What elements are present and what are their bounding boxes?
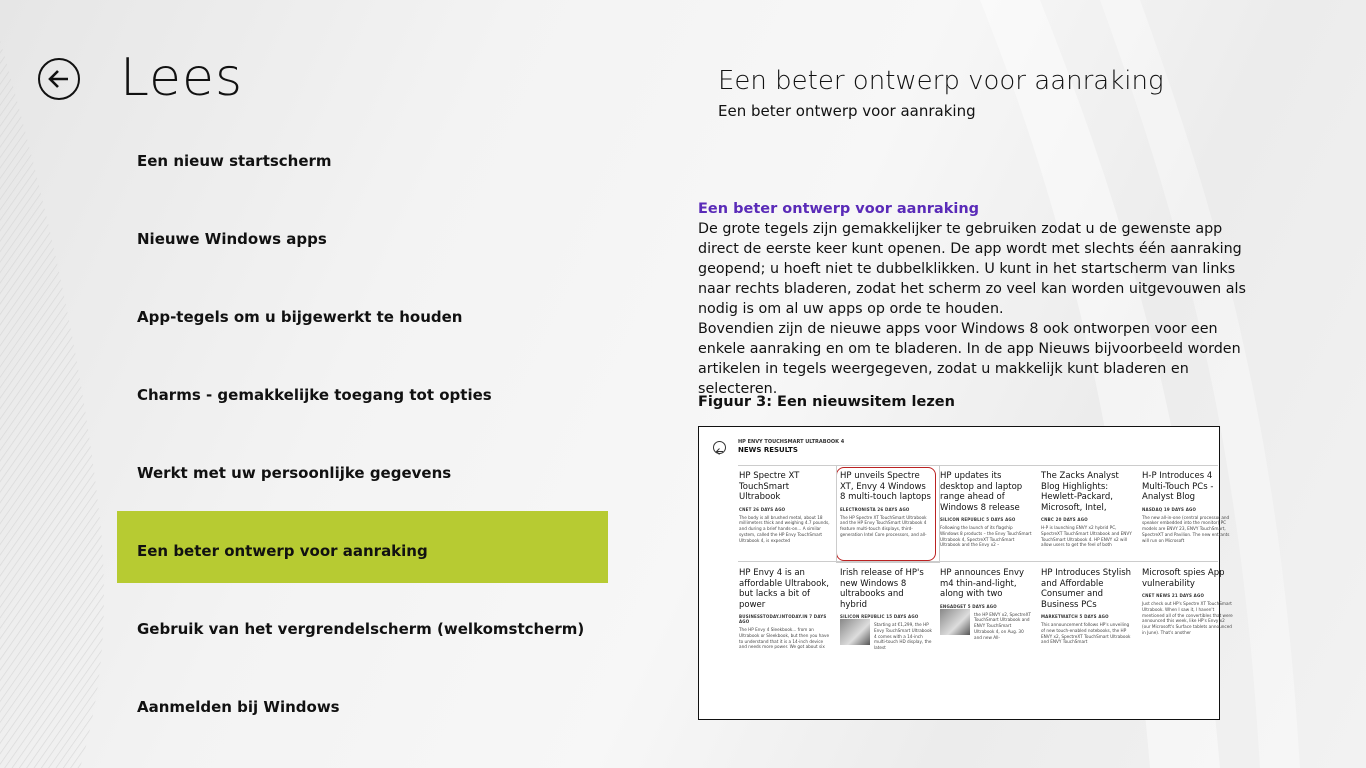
- news-card-snippet: H-P is launching ENVY x2 hybrid PC, SpectreXT TouchSmart Ultrabook and ENVY TouchSmart Ultrabook 4. HP ENVY x2 will allow users to get the feel of both: [1041, 525, 1132, 548]
- news-card-title: HP unveils Spectre XT, Envy 4 Windows 8 multi-touch laptops: [840, 471, 931, 502]
- news-card-snippet: The body is all brushed metal, about 18 millimeters thick and weighing 4.7 pounds, and during a brief hands-on... A similar system, called the HP Envy TouchSmart Ultrabook 4, is expected: [739, 514, 830, 543]
- news-card-title: Irish release of HP's new Windows 8 ultrabooks and hybrid: [840, 568, 924, 610]
- back-arrow-icon: [47, 67, 71, 91]
- news-card-source: MARKETWATCH 5 DAYS AGO: [1041, 614, 1109, 619]
- topic-item-aanmelden[interactable]: Aanmelden bij Windows: [137, 698, 340, 716]
- figure-divider: [738, 561, 1218, 562]
- news-card: [1041, 568, 1133, 645]
- news-card-source: BUSINESSTODAY.INTODAY.IN 7 DAYS AGO: [739, 614, 827, 624]
- topic-item-persoonlijke-gegevens[interactable]: Werkt met uw persoonlijke gegevens: [137, 464, 452, 482]
- news-card-title: H-P Introduces 4 Multi-Touch PCs - Analyst Blog: [1142, 471, 1214, 502]
- news-card-source: ELECTRONISTA 26 DAYS AGO: [840, 506, 910, 512]
- news-card: [739, 471, 831, 543]
- news-card-title: HP Envy 4 is an affordable Ultrabook, but lacks a bit of power: [739, 568, 829, 610]
- news-card-title: Microsoft spies App vulnerability: [1142, 568, 1225, 589]
- news-card: [940, 471, 1032, 548]
- news-card: [1142, 471, 1234, 543]
- article-title: Een beter ontwerp voor aanraking: [718, 66, 1164, 96]
- page-title: Lees: [120, 48, 244, 108]
- paragraph-1: De grote tegels zijn gemakkelijker te gebruiken zodat u de gewenste app direct de eerste keer kunt openen. De app wordt met slechts één aanraking geopend; u hoeft niet te dubbelklikken. U kunt in het startscherm van links naar rechts bladeren, zodat het scherm zo veel kan worden uitgevouwen als nodig is om al uw apps op orde te houden.: [698, 221, 1246, 317]
- news-card-snippet: The new all-in-one (central processor and speaker embedded into the monitor) PC models are ENVY 23, ENVY TouchSmart, SpectreXT and Pavilion. The new entrants will run on Microsoft: [1142, 514, 1230, 543]
- news-card-snippet: Starting at €1,299, the HP Envy TouchSmart Ultrabook 4 comes with a 14-inch multi-touch HD display, the latest: [874, 622, 932, 651]
- news-screenshot-figure: [698, 426, 1233, 720]
- news-card-source: SILICON REPUBLIC 15 DAYS AGO: [840, 614, 919, 619]
- news-card-title: HP Introduces Stylish and Affordable Consumer and Business PCs: [1041, 568, 1132, 610]
- news-card-source: CNET 26 DAYS AGO: [739, 506, 786, 512]
- topic-item-app-tegels[interactable]: App-tegels om u bijgewerkt te houden: [137, 308, 463, 326]
- news-card-snippet: This announcement follows HP's unveiling of new touch-enabled notebooks, the HP ENVY x2, SpectreXT TouchSmart Ultrabook and ENVY TouchSmart: [1041, 622, 1131, 645]
- news-card: [1142, 568, 1234, 636]
- figure-divider: [738, 465, 1218, 466]
- figure-arrow-icon: [714, 446, 725, 457]
- news-card-source: ENGADGET 5 DAYS AGO: [940, 603, 997, 609]
- news-card-title: The Zacks Analyst Blog Highlights: Hewlett-Packard, Microsoft, Intel,: [1041, 471, 1119, 513]
- figure-caption: Figuur 3: Een nieuwsitem lezen: [698, 394, 955, 410]
- figure-header: NEWS RESULTS: [738, 446, 798, 454]
- news-card: [739, 568, 831, 650]
- news-card-snippet: the HP ENVY x2, SpectreXT TouchSmart Ultrabook and ENVY TouchSmart Ultrabook 4, on Aug. 30 and new All-: [974, 611, 1031, 640]
- news-card-highlighted: [840, 471, 932, 538]
- topic-item-charms[interactable]: Charms - gemakkelijke toegang tot opties: [137, 386, 492, 404]
- figure-back-icon: [713, 441, 726, 454]
- news-card-title: HP announces Envy m4 thin-and-light, along with two: [940, 568, 1025, 599]
- article-body: [698, 199, 1248, 399]
- news-card-snippet: Just check out HP's Spectre XT TouchSmart Ultrabook. When I saw it, I haven't mentioned all of the convertibles that were announced this week, like HP's Envy x2 (our Microsoft's Surface tablets announced in June). That's another: [1142, 601, 1233, 635]
- topic-item-vergrendelscherm[interactable]: Gebruik van het vergrendelscherm (welkomstcherm): [137, 620, 585, 638]
- news-card: [1041, 471, 1133, 548]
- news-card-source: NASDAQ 19 DAYS AGO: [1142, 506, 1197, 512]
- news-card-source: CNET NEWS 21 DAYS AGO: [1142, 593, 1205, 598]
- laptop-thumbnail: [940, 609, 970, 635]
- section-heading: Een beter ontwerp voor aanraking: [698, 201, 980, 217]
- news-card: [940, 568, 1032, 640]
- back-button[interactable]: [38, 58, 80, 100]
- topic-item-nieuwe-windows-apps[interactable]: Nieuwe Windows apps: [137, 230, 327, 248]
- article-subtitle: Een beter ontwerp voor aanraking: [718, 102, 976, 120]
- figure-header-small: HP ENVY TOUCHSMART ULTRABOOK 4: [738, 439, 845, 445]
- paragraph-2: Bovendien zijn de nieuwe apps voor Windows 8 ook ontworpen voor een enkele aanraking en om te bladeren. In de app Nieuws bijvoorbeeld worden artikelen in tegels weergegeven, zodat u makkelijk kunt bladeren en selecteren.: [698, 321, 1241, 397]
- news-card-snippet: Following the launch of its flagship Windows 8 products – the Envy TouchSmart Ultrabook 4, SpectreXT TouchSmart Ultrabook and the Envy x2 –: [940, 525, 1032, 548]
- topic-list: [117, 121, 608, 745]
- news-card-title: HP updates its desktop and laptop range ahead of Windows 8 release: [940, 471, 1023, 513]
- news-card-source: CNBC 20 DAYS AGO: [1041, 517, 1088, 522]
- topic-item-nieuw-startscherm[interactable]: Een nieuw startscherm: [137, 152, 332, 170]
- news-card-source: SILICON REPUBLIC 5 DAYS AGO: [940, 517, 1016, 522]
- news-card-snippet: The HP Spectre XT TouchSmart Ultrabook and the HP Envy TouchSmart Ultrabook 4 feature multi-touch displays, third-generation Intel Core processors, and all-: [840, 514, 927, 537]
- news-card: [840, 568, 932, 651]
- topic-item-ontwerp-aanraking[interactable]: Een beter ontwerp voor aanraking: [117, 511, 608, 583]
- news-card-snippet: The HP Envy 4 Sleekbook... from an Ultrabook or Sleekbook, but then you have to understand that it is a 14-inch device and needs more power. We got about six: [739, 627, 830, 650]
- laptop-thumbnail: [840, 619, 870, 645]
- news-card-title: HP Spectre XT TouchSmart Ultrabook: [739, 471, 800, 502]
